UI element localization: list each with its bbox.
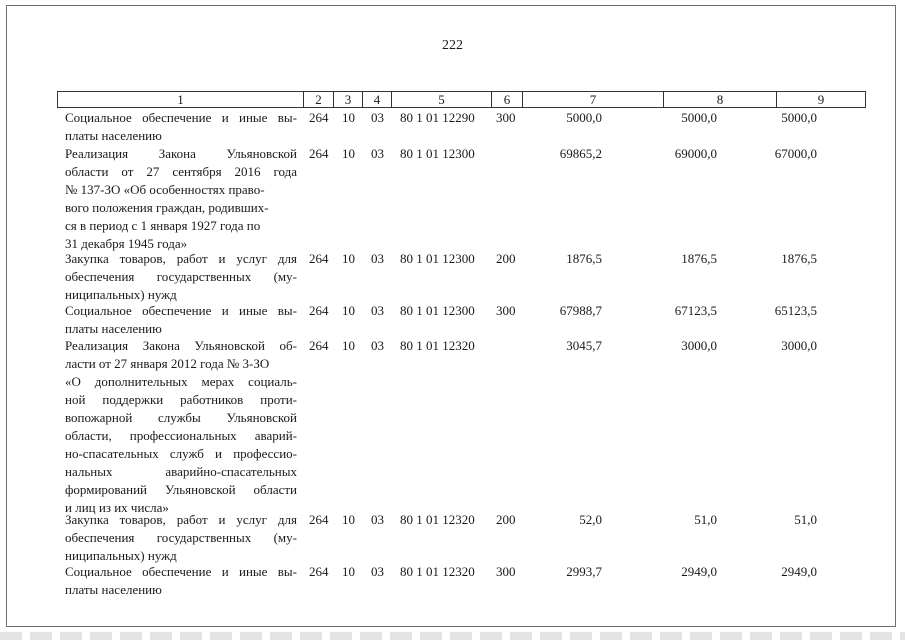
row-description — [65, 337, 297, 517]
description-line: вопожарной службы Ульяновской — [65, 410, 297, 425]
description-line: «О дополнительных мерах социаль- — [65, 374, 297, 389]
row-description — [65, 511, 297, 565]
cell-col-9: 1876,5 — [781, 251, 817, 266]
cell-col-2: 264 — [309, 251, 329, 266]
cell-col-7: 1876,5 — [566, 251, 602, 266]
cell-col-6: 300 — [496, 110, 516, 125]
cell-col-4: 03 — [371, 146, 384, 161]
description-line: ласти от 27 января 2012 года № 3-ЗО — [65, 356, 270, 371]
page-number: 222 — [442, 38, 463, 53]
description-line: области, профессиональных аварий- — [65, 428, 297, 443]
cell-col-6: 200 — [496, 251, 516, 266]
cell-col-7: 69865,2 — [559, 146, 602, 161]
description-line: но-спасательных служб и профессио- — [65, 446, 297, 461]
description-line: нальных аварийно-спасательных — [65, 464, 297, 479]
cell-col-2: 264 — [309, 512, 329, 527]
description-line: Закупка товаров, работ и услуг для — [65, 512, 297, 527]
header-col-3: 3 — [334, 92, 363, 108]
description-line: ниципальных) нужд — [65, 548, 177, 563]
header-col-8: 8 — [664, 92, 777, 108]
description-line: ниципальных) нужд — [65, 287, 177, 302]
cell-col-7: 5000,0 — [566, 110, 602, 125]
cell-col-4: 03 — [371, 251, 384, 266]
cell-col-4: 03 — [371, 564, 384, 579]
cell-col-3: 10 — [342, 110, 355, 125]
cell-col-7: 67988,7 — [559, 303, 602, 318]
header-col-5: 5 — [392, 92, 492, 108]
description-line: Социальное обеспечение и иные вы- — [65, 564, 297, 579]
cell-col-8: 67123,5 — [674, 303, 717, 318]
description-line: вого положения граждан, родивших- — [65, 200, 269, 215]
description-line: Социальное обеспечение и иные вы- — [65, 110, 297, 125]
row-description — [65, 563, 297, 599]
cell-col-9: 51,0 — [794, 512, 817, 527]
cell-col-2: 264 — [309, 110, 329, 125]
cell-col-8: 69000,0 — [674, 146, 717, 161]
description-line: ся в период с 1 января 1927 года по — [65, 218, 261, 233]
cell-col-4: 03 — [371, 512, 384, 527]
description-line: 31 декабря 1945 года» — [65, 236, 188, 251]
header-col-7: 7 — [523, 92, 664, 108]
cell-col-7: 3045,7 — [566, 338, 602, 353]
cell-col-6: 300 — [496, 564, 516, 579]
cell-col-4: 03 — [371, 338, 384, 353]
cell-col-8: 51,0 — [694, 512, 717, 527]
cell-col-8: 5000,0 — [681, 110, 717, 125]
cell-col-5: 80 1 01 12320 — [400, 338, 475, 353]
description-line: платы населению — [65, 128, 162, 143]
description-line: ной поддержки работников проти- — [65, 392, 297, 407]
cell-col-7: 52,0 — [579, 512, 602, 527]
scan-edge-artifact — [0, 632, 905, 640]
cell-col-4: 03 — [371, 303, 384, 318]
header-col-2: 2 — [304, 92, 334, 108]
description-line: платы населению — [65, 582, 162, 597]
header-col-6: 6 — [492, 92, 523, 108]
cell-col-3: 10 — [342, 512, 355, 527]
cell-col-5: 80 1 01 12300 — [400, 146, 475, 161]
cell-col-6: 300 — [496, 303, 516, 318]
description-line: обеспечения государственных (му- — [65, 269, 297, 284]
cell-col-7: 2993,7 — [566, 564, 602, 579]
cell-col-5: 80 1 01 12290 — [400, 110, 475, 125]
cell-col-9: 5000,0 — [781, 110, 817, 125]
cell-col-8: 2949,0 — [681, 564, 717, 579]
row-description — [65, 250, 297, 304]
cell-col-6: 200 — [496, 512, 516, 527]
description-line: платы населению — [65, 321, 162, 336]
cell-col-4: 03 — [371, 110, 384, 125]
row-description — [65, 302, 297, 338]
description-line: Социальное обеспечение и иные вы- — [65, 303, 297, 318]
description-line: формирований Ульяновской области — [65, 482, 297, 497]
cell-col-5: 80 1 01 12300 — [400, 303, 475, 318]
cell-col-2: 264 — [309, 564, 329, 579]
description-line: области от 27 сентября 2016 года — [65, 164, 297, 179]
cell-col-3: 10 — [342, 146, 355, 161]
cell-col-2: 264 — [309, 338, 329, 353]
description-line: обеспечения государственных (му- — [65, 530, 297, 545]
header-col-9: 9 — [777, 92, 866, 108]
cell-col-2: 264 — [309, 146, 329, 161]
description-line: Закупка товаров, работ и услуг для — [65, 251, 297, 266]
cell-col-9: 2949,0 — [781, 564, 817, 579]
description-line: Реализация Закона Ульяновской об- — [65, 338, 297, 353]
description-line: Реализация Закона Ульяновской — [65, 146, 297, 161]
cell-col-9: 65123,5 — [774, 303, 817, 318]
cell-col-9: 67000,0 — [774, 146, 817, 161]
cell-col-8: 1876,5 — [681, 251, 717, 266]
cell-col-3: 10 — [342, 251, 355, 266]
header-col-1: 1 — [58, 92, 304, 108]
cell-col-3: 10 — [342, 564, 355, 579]
cell-col-3: 10 — [342, 303, 355, 318]
row-description — [65, 145, 297, 253]
description-line: и лиц из их числа» — [65, 500, 169, 515]
cell-col-2: 264 — [309, 303, 329, 318]
description-line: № 137-ЗО «Об особенностях право- — [65, 182, 265, 197]
cell-col-5: 80 1 01 12300 — [400, 251, 475, 266]
row-description — [65, 109, 297, 145]
cell-col-8: 3000,0 — [681, 338, 717, 353]
header-col-4: 4 — [363, 92, 392, 108]
cell-col-5: 80 1 01 12320 — [400, 564, 475, 579]
cell-col-5: 80 1 01 12320 — [400, 512, 475, 527]
cell-col-9: 3000,0 — [781, 338, 817, 353]
cell-col-3: 10 — [342, 338, 355, 353]
